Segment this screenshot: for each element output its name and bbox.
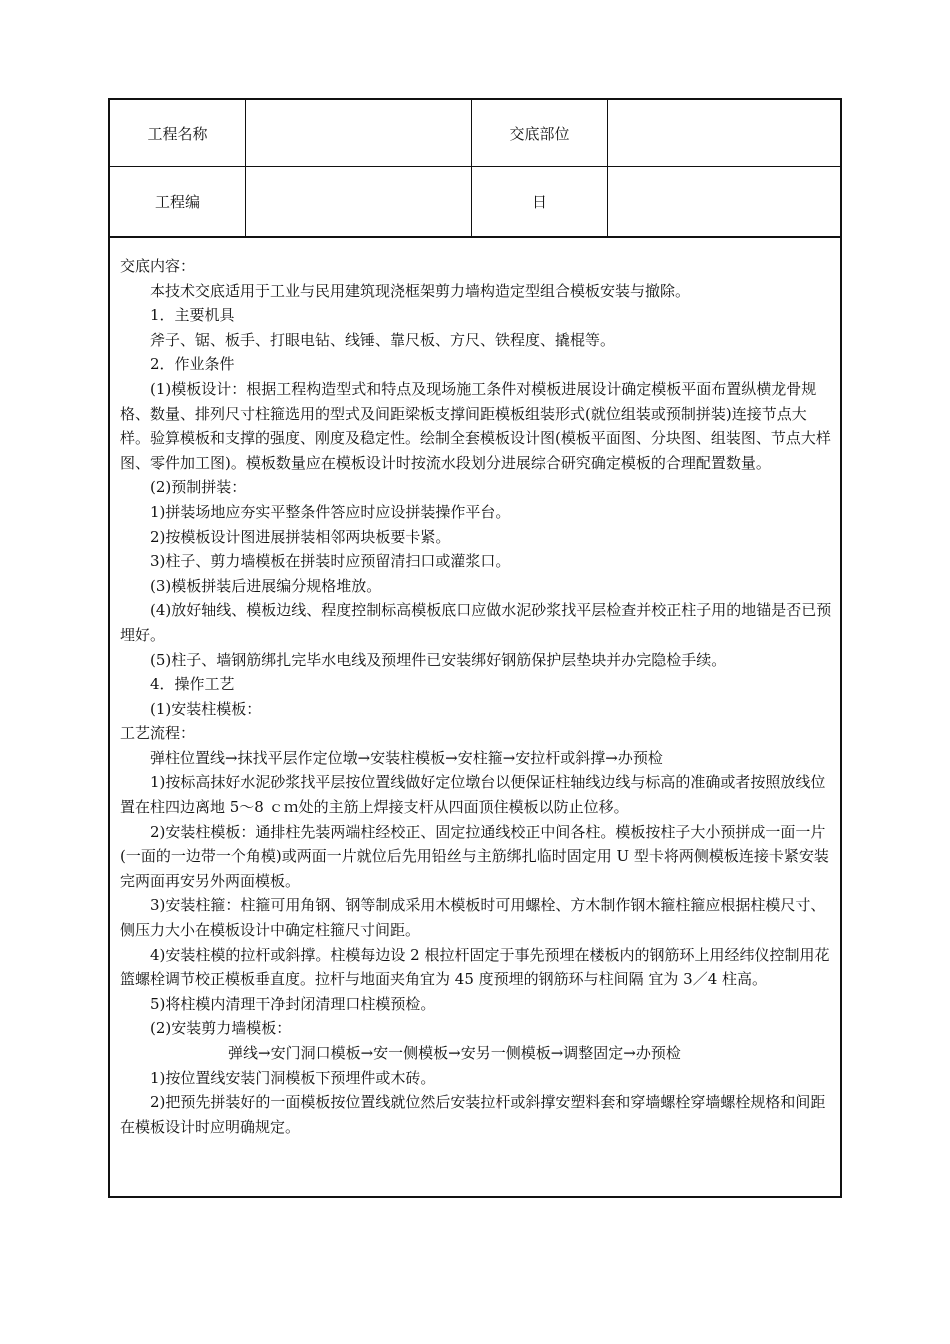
process-flow: 弹柱位置线→抹找平层作定位墩→安装柱模板→安柱箍→安拉杆或斜撑→办预检 (150, 748, 663, 767)
paragraph: (1)安装柱模板： (150, 699, 262, 718)
paragraph: 4)安装柱模的拉杆或斜撑。柱模每边设 2 根拉杆固定于事先预埋在楼板内的钢筋环上用经纬仪控制用花篮螺栓调节校正模板垂直度。拉杆与地面夹角宜为 45 度预埋的钢筋环与柱间隔 宜为 3／4 柱高。 (120, 945, 830, 989)
section-heading: 1．主要机具 (150, 306, 235, 325)
process-flow: 弹线→安门洞口模板→安一侧模板→安另一侧模板→调整固定→办预检 (228, 1044, 681, 1062)
paragraph: 2)按模板设计图进展拼装相邻两块板要卡紧。 (150, 527, 451, 546)
disclosure-content (120, 254, 835, 1139)
paragraph: 1)拼装场地应夯实平整条件答应时应设拼装操作平台。 (150, 502, 511, 521)
paragraph: (3)模板拼装后进展编分规格堆放。 (150, 576, 382, 595)
paragraph: 5)将柱模内清理干净封闭清理口柱模预检。 (150, 994, 436, 1013)
paragraph: 斧子、锯、板手、打眼电钻、线锤、靠尺板、方尺、铁程度、撬棍等。 (150, 330, 616, 349)
disclosure-part-label: 交底部位 (509, 124, 570, 143)
section-heading: 4．操作工艺 (150, 675, 235, 694)
project-number-value[interactable] (246, 167, 471, 236)
disclosure-part-value[interactable] (608, 100, 840, 166)
paragraph: 本技术交底适用于工业与民用建筑现浇框架剪力墙构造定型组合模板安装与撤除。 (150, 281, 691, 300)
disclosure-form (108, 98, 842, 1198)
paragraph: 3)安装柱箍：柱箍可用角钢、钢等制成采用木模板时可用螺栓、方木制作钢木箍柱箍应根据柱模尺寸、侧压力大小在模板设计中确定柱箍尺寸间距。 (120, 896, 826, 940)
paragraph: 1)按标高抹好水泥砂浆找平层按位置线做好定位墩台以便保证柱轴线边线与标高的准确或者按照放线位置在柱四边离地 5～8 ｃｍ处的主筋上焊接支杆从四面顶住模板以防止位移。 (120, 773, 826, 817)
paragraph: 2)把预先拼装好的一面模板按位置线就位然后安装拉杆或斜撑安塑料套和穿墙螺栓穿墙螺栓规格和间距在模板设计时应明确规定。 (120, 1093, 826, 1136)
paragraph: (4)放好轴线、模板边线、程度控制标高模板底口应做水泥砂浆找平层检查并校正柱子用的地锚是否已预埋好。 (120, 601, 832, 644)
project-name-label: 工程名称 (147, 124, 208, 143)
divider (110, 236, 840, 238)
header-table (110, 100, 840, 238)
date-label: 日 (531, 193, 547, 211)
project-number-label: 工程编 (154, 193, 200, 211)
section-heading: 2．作业条件 (150, 355, 235, 374)
paragraph: (5)柱子、墙钢筋绑扎完毕水电线及预埋件已安装绑好钢筋保护层垫块并办完隐检手续。 (150, 650, 727, 669)
date-value[interactable] (608, 167, 840, 236)
paragraph: 1)按位置线安装门洞模板下预埋件或木砖。 (150, 1068, 436, 1087)
paragraph: (2)安装剪力墙模板： (150, 1019, 292, 1038)
project-name-value[interactable] (246, 100, 471, 166)
paragraph: 3)柱子、剪力墙模板在拼装时应预留清扫口或灌浆口。 (150, 552, 511, 571)
paragraph: 2)安装柱模板：通排柱先装两端柱经校正、固定拉通线校正中间各柱。模板按柱子大小预拼成一面一片(一面的一边带一个角模)或两面一片就位后先用铅丝与主筋绑扎临时固定用 U 型卡将两侧模板连接卡紧安装完两面再安另外两面模板。 (120, 822, 829, 890)
paragraph: (1)模板设计：根据工程构造型式和特点及现场施工条件对模板进展设计确定模板平面布置纵横龙骨规格、数量、排列尺寸柱箍选用的型式及间距梁板支撑间距模板组装形式(就位组装或预制拼装)连接节点大样。验算模板和支撑的强度、刚度及稳定性。绘制全套模板设计图(模板平面图、分块图、组装图、节点大样图、零件加工图)。模板数量应在模板设计时按流水段划分进展综合研究确定模板的合理配置数量。 (120, 379, 831, 472)
paragraph: 工艺流程： (120, 724, 196, 743)
content-heading: 交底内容： (120, 257, 196, 275)
paragraph: (2)预制拼装： (150, 478, 247, 497)
